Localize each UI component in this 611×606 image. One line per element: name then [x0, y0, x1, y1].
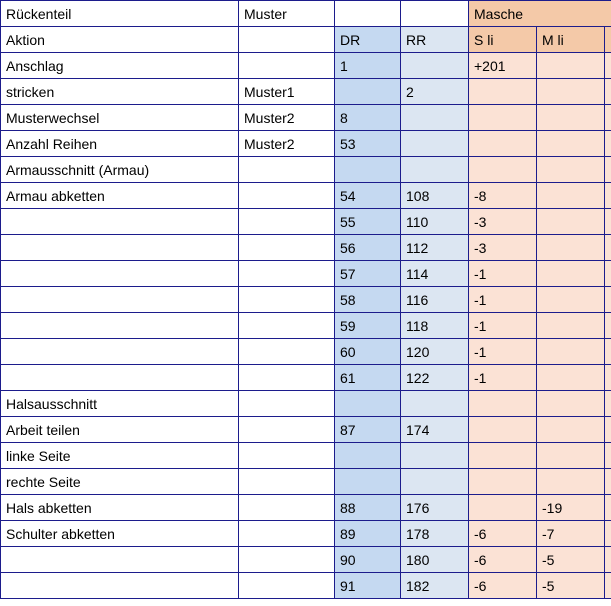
- cell-dr[interactable]: 53: [335, 131, 401, 157]
- cell-s-li[interactable]: [469, 417, 537, 443]
- cell-muster[interactable]: [239, 417, 335, 443]
- cell-last[interactable]: [605, 495, 611, 521]
- cell-m-li[interactable]: [537, 79, 605, 105]
- cell-dr[interactable]: 1: [335, 53, 401, 79]
- cell-aktion[interactable]: [1, 547, 239, 573]
- column-header-s-li: S li: [469, 27, 537, 53]
- header-empty-2: [401, 1, 469, 27]
- cell-dr[interactable]: 88: [335, 495, 401, 521]
- cell-m-li[interactable]: -5: [537, 547, 605, 573]
- table-row[interactable]: [1, 521, 611, 547]
- cell-rr[interactable]: [401, 391, 469, 417]
- title-row: [1, 1, 611, 27]
- cell-dr[interactable]: 61: [335, 365, 401, 391]
- cell-s-li[interactable]: +201: [469, 53, 537, 79]
- cell-m-li[interactable]: [537, 365, 605, 391]
- cell-dr[interactable]: 87: [335, 417, 401, 443]
- cell-s-li[interactable]: [469, 495, 537, 521]
- cell-last[interactable]: [605, 105, 611, 131]
- cell-m-li[interactable]: [537, 183, 605, 209]
- cell-m-li[interactable]: [537, 287, 605, 313]
- cell-dr[interactable]: 54: [335, 183, 401, 209]
- cell-s-li[interactable]: -3: [469, 235, 537, 261]
- cell-last[interactable]: [605, 521, 611, 547]
- cell-dr[interactable]: [335, 79, 401, 105]
- cell-rr[interactable]: 110: [401, 209, 469, 235]
- cell-dr[interactable]: [335, 391, 401, 417]
- page-title: Rückenteil: [1, 1, 239, 27]
- column-header-muster: [239, 27, 335, 53]
- cell-rr[interactable]: 108: [401, 183, 469, 209]
- cell-s-li[interactable]: [469, 469, 537, 495]
- cell-m-li[interactable]: [537, 469, 605, 495]
- cell-last[interactable]: [605, 313, 611, 339]
- cell-muster[interactable]: Muster1: [239, 79, 335, 105]
- column-header-rr: RR: [401, 27, 469, 53]
- header-masche: Masche: [469, 1, 611, 27]
- table-row[interactable]: [1, 183, 611, 209]
- cell-aktion[interactable]: [1, 287, 239, 313]
- cell-aktion[interactable]: stricken: [1, 79, 239, 105]
- cell-aktion[interactable]: Hals abketten: [1, 495, 239, 521]
- cell-m-li[interactable]: [537, 157, 605, 183]
- cell-aktion[interactable]: Armau abketten: [1, 183, 239, 209]
- table-row[interactable]: [1, 417, 611, 443]
- table-row[interactable]: [1, 157, 611, 183]
- cell-rr[interactable]: 174: [401, 417, 469, 443]
- cell-rr[interactable]: [401, 443, 469, 469]
- cell-muster[interactable]: [239, 339, 335, 365]
- cell-rr[interactable]: [401, 469, 469, 495]
- table-row[interactable]: [1, 209, 611, 235]
- cell-muster[interactable]: [239, 573, 335, 599]
- cell-last[interactable]: [605, 287, 611, 313]
- cell-m-li[interactable]: [537, 261, 605, 287]
- column-header-row: [1, 27, 611, 53]
- table-row[interactable]: [1, 131, 611, 157]
- cell-last[interactable]: [605, 547, 611, 573]
- cell-last[interactable]: [605, 417, 611, 443]
- cell-aktion[interactable]: [1, 209, 239, 235]
- table-row[interactable]: [1, 391, 611, 417]
- cell-aktion[interactable]: rechte Seite: [1, 469, 239, 495]
- cell-muster[interactable]: [239, 443, 335, 469]
- cell-muster[interactable]: [239, 287, 335, 313]
- table-row[interactable]: [1, 235, 611, 261]
- cell-m-li[interactable]: [537, 313, 605, 339]
- cell-m-li[interactable]: [537, 131, 605, 157]
- column-header-dr: DR: [335, 27, 401, 53]
- cell-s-li[interactable]: -1: [469, 313, 537, 339]
- table-row[interactable]: [1, 573, 611, 599]
- cell-s-li[interactable]: [469, 157, 537, 183]
- cell-rr[interactable]: 112: [401, 235, 469, 261]
- cell-muster[interactable]: [239, 391, 335, 417]
- cell-aktion[interactable]: [1, 235, 239, 261]
- cell-dr[interactable]: [335, 469, 401, 495]
- cell-aktion[interactable]: Musterwechsel: [1, 105, 239, 131]
- cell-last[interactable]: [605, 157, 611, 183]
- cell-dr[interactable]: 91: [335, 573, 401, 599]
- cell-last[interactable]: [605, 443, 611, 469]
- cell-dr[interactable]: 55: [335, 209, 401, 235]
- cell-m-li[interactable]: [537, 417, 605, 443]
- table-row[interactable]: [1, 261, 611, 287]
- cell-dr[interactable]: 60: [335, 339, 401, 365]
- cell-rr[interactable]: [401, 157, 469, 183]
- table-row[interactable]: [1, 339, 611, 365]
- cell-rr[interactable]: 176: [401, 495, 469, 521]
- cell-muster[interactable]: [239, 547, 335, 573]
- cell-last[interactable]: [605, 365, 611, 391]
- cell-muster[interactable]: [239, 365, 335, 391]
- cell-last[interactable]: [605, 261, 611, 287]
- cell-m-li[interactable]: [537, 235, 605, 261]
- cell-m-li[interactable]: [537, 105, 605, 131]
- cell-s-li[interactable]: -3: [469, 209, 537, 235]
- cell-last[interactable]: [605, 391, 611, 417]
- cell-rr[interactable]: [401, 53, 469, 79]
- cell-aktion[interactable]: [1, 339, 239, 365]
- cell-m-li[interactable]: [537, 443, 605, 469]
- cell-rr[interactable]: 120: [401, 339, 469, 365]
- cell-aktion[interactable]: [1, 365, 239, 391]
- cell-s-li[interactable]: [469, 443, 537, 469]
- cell-aktion[interactable]: [1, 313, 239, 339]
- cell-dr[interactable]: [335, 157, 401, 183]
- cell-dr[interactable]: [335, 443, 401, 469]
- cell-rr[interactable]: 116: [401, 287, 469, 313]
- header-muster: Muster: [239, 1, 335, 27]
- cell-m-li[interactable]: -19: [537, 495, 605, 521]
- cell-muster[interactable]: [239, 469, 335, 495]
- cell-rr[interactable]: 182: [401, 573, 469, 599]
- cell-aktion[interactable]: linke Seite: [1, 443, 239, 469]
- cell-rr[interactable]: [401, 131, 469, 157]
- cell-rr[interactable]: 2: [401, 79, 469, 105]
- cell-s-li[interactable]: -6: [469, 521, 537, 547]
- cell-rr[interactable]: 178: [401, 521, 469, 547]
- cell-s-li[interactable]: -6: [469, 573, 537, 599]
- cell-muster[interactable]: Muster2: [239, 105, 335, 131]
- table-row[interactable]: [1, 313, 611, 339]
- cell-dr[interactable]: 58: [335, 287, 401, 313]
- cell-last[interactable]: [605, 209, 611, 235]
- cell-dr[interactable]: 56: [335, 235, 401, 261]
- cell-rr[interactable]: 114: [401, 261, 469, 287]
- cell-s-li[interactable]: -1: [469, 365, 537, 391]
- cell-dr[interactable]: 59: [335, 313, 401, 339]
- table-row[interactable]: [1, 53, 611, 79]
- cell-s-li[interactable]: [469, 391, 537, 417]
- cell-s-li[interactable]: -1: [469, 287, 537, 313]
- cell-muster[interactable]: [239, 495, 335, 521]
- table-row[interactable]: [1, 495, 611, 521]
- cell-m-li[interactable]: [537, 391, 605, 417]
- cell-s-li[interactable]: -8: [469, 183, 537, 209]
- cell-m-li[interactable]: [537, 53, 605, 79]
- cell-dr[interactable]: 89: [335, 521, 401, 547]
- cell-last[interactable]: [605, 469, 611, 495]
- cell-muster[interactable]: [239, 261, 335, 287]
- cell-s-li[interactable]: -1: [469, 339, 537, 365]
- cell-muster[interactable]: [239, 209, 335, 235]
- cell-aktion[interactable]: Anschlag: [1, 53, 239, 79]
- column-header-m-li: M li: [537, 27, 605, 53]
- cell-muster[interactable]: [239, 235, 335, 261]
- cell-s-li[interactable]: [469, 131, 537, 157]
- cell-s-li[interactable]: [469, 105, 537, 131]
- table-row[interactable]: [1, 443, 611, 469]
- cell-dr[interactable]: 90: [335, 547, 401, 573]
- cell-last[interactable]: [605, 339, 611, 365]
- table-row[interactable]: [1, 547, 611, 573]
- cell-dr[interactable]: 8: [335, 105, 401, 131]
- cell-last[interactable]: [605, 235, 611, 261]
- cell-m-li[interactable]: -5: [537, 573, 605, 599]
- cell-rr[interactable]: 122: [401, 365, 469, 391]
- table-row[interactable]: [1, 365, 611, 391]
- cell-muster[interactable]: [239, 313, 335, 339]
- cell-aktion[interactable]: Schulter abketten: [1, 521, 239, 547]
- cell-dr[interactable]: 57: [335, 261, 401, 287]
- table-row[interactable]: [1, 469, 611, 495]
- cell-rr[interactable]: [401, 105, 469, 131]
- cell-last[interactable]: [605, 183, 611, 209]
- cell-aktion[interactable]: Armausschnitt (Armau): [1, 157, 239, 183]
- cell-aktion[interactable]: Arbeit teilen: [1, 417, 239, 443]
- cell-last[interactable]: [605, 79, 611, 105]
- cell-m-li[interactable]: -7: [537, 521, 605, 547]
- cell-last[interactable]: [605, 131, 611, 157]
- cell-m-li[interactable]: [537, 209, 605, 235]
- cell-rr[interactable]: 118: [401, 313, 469, 339]
- table-row[interactable]: [1, 79, 611, 105]
- cell-muster[interactable]: Muster2: [239, 131, 335, 157]
- cell-muster[interactable]: [239, 53, 335, 79]
- cell-aktion[interactable]: [1, 261, 239, 287]
- table-row[interactable]: [1, 105, 611, 131]
- cell-rr[interactable]: 180: [401, 547, 469, 573]
- cell-muster[interactable]: [239, 157, 335, 183]
- cell-muster[interactable]: [239, 521, 335, 547]
- column-header-last: [605, 27, 611, 53]
- cell-aktion[interactable]: [1, 573, 239, 599]
- cell-s-li[interactable]: [469, 79, 537, 105]
- table-row[interactable]: [1, 287, 611, 313]
- cell-m-li[interactable]: [537, 339, 605, 365]
- cell-aktion[interactable]: Anzahl Reihen: [1, 131, 239, 157]
- cell-s-li[interactable]: -6: [469, 547, 537, 573]
- cell-muster[interactable]: [239, 183, 335, 209]
- column-header-aktion: Aktion: [1, 27, 239, 53]
- cell-aktion[interactable]: Halsausschnitt: [1, 391, 239, 417]
- header-empty-1: [335, 1, 401, 27]
- cell-last[interactable]: [605, 573, 611, 599]
- cell-s-li[interactable]: -1: [469, 261, 537, 287]
- cell-last[interactable]: [605, 53, 611, 79]
